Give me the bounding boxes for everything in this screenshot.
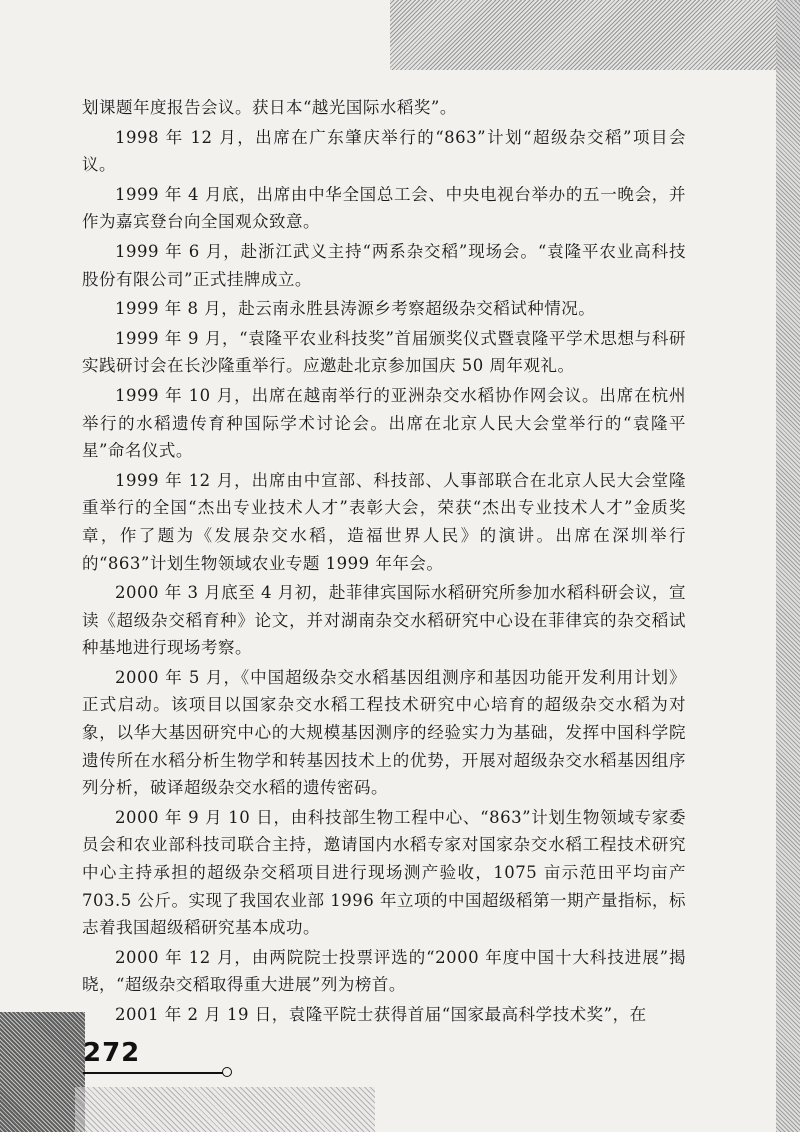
scan-noise-bottom (75, 1087, 375, 1132)
paragraph: 1999 年 6 月，赴浙江武义主持“两系杂交稻”现场会。“袁隆平农业高科技股份有限公司”正式挂牌成立。 (82, 241, 686, 289)
paragraph: 2000 年 12 月，由两院院士投票评选的“2000 年度中国十大科技进展”揭晓，“超级杂交稻取得重大进展”列为榜首。 (82, 947, 686, 995)
paragraph: 1999 年 10 月，出席在越南举行的亚洲杂交水稻协作网会议。出席在杭州举行的水稻遗传育种国际学术讨论会。出席在北京人民大会堂举行的“袁隆平星”命名仪式。 (82, 385, 686, 461)
paragraph: 1999 年 8 月，赴云南永胜县涛源乡考察超级杂交稻试种情况。 (115, 299, 596, 319)
scan-noise-bottom-left (0, 1012, 85, 1132)
scan-noise-top (390, 0, 800, 70)
page-number: 272 (83, 1038, 141, 1068)
paragraph: 1999 年 9 月，“袁隆平农业科技奖”首届颁奖仪式暨袁隆平学术思想与科研实践研讨会在长沙隆重举行。应邀赴北京参加国庆 50 周年观礼。 (82, 328, 686, 376)
paragraph: 2001 年 2 月 19 日，袁隆平院士获得首届“国家最高科学技术奖”，在 (115, 1005, 647, 1024)
footer-rule (83, 1072, 223, 1074)
footer-circle-icon (222, 1067, 232, 1077)
paragraph: 2000 年 5 月，《中国超级杂交水稻基因组测序和基因功能开发利用计划》正式启动。该项目以国家杂交水稻工程技术研究中心培育的超级杂交水稻为对象，以华大基因研究中心的大规模基因测序的经验实力为基础，发挥中国科学院遗传所在水稻分析生物学和转基因技术上的优势，开展对超级杂交水稻基因组序列分析，破译超级杂交水稻的遗传密码。 (82, 667, 686, 798)
paragraph: 1999 年 12 月，出席由中宣部、科技部、人事部联合在北京人民大会堂隆重举行的全国“杰出专业技术人才”表彰大会，荣获“杰出专业技术人才”金质奖章，作了题为《发展杂交水稻，造福世界人民》的演讲。出席在深圳举行的“863”计划生物领域农业专题 1999 年年会。 (82, 470, 686, 573)
paragraph: 2000 年 9 月 10 日，由科技部生物工程中心、“863”计划生物领域专家委员会和农业部科技司联合主持，邀请国内水稻专家对国家杂交水稻工程技术研究中心主持承担的超级杂交稻项目进行现场测产验收，1075 亩示范田平均亩产 703.5 公斤。实现了我国农业部 1996 年立项的中国超级稻第一期产量指标，标志着我国超级稻研究基本成功。 (82, 807, 686, 938)
paragraph: 2000 年 3 月底至 4 月初，赴菲律宾国际水稻研究所参加水稻科研会议，宣读《超级杂交稻育种》论文，并对湖南杂交水稻研究中心设在菲律宾的杂交稻试种基地进行现场考察。 (82, 583, 686, 658)
paragraph: 1999 年 4 月底，出席由中华全国总工会、中央电视台举办的五一晚会，并作为嘉宾登台向全国观众致意。 (82, 184, 686, 232)
body-text (82, 94, 686, 1031)
paragraph: 划课题年度报告会议。获日本“越光国际水稻奖”。 (82, 98, 457, 117)
scan-noise-right-edge (776, 0, 800, 1132)
paragraph: 1998 年 12 月，出席在广东肇庆举行的“863”计划“超级杂交稻”项目会议。 (82, 127, 686, 175)
